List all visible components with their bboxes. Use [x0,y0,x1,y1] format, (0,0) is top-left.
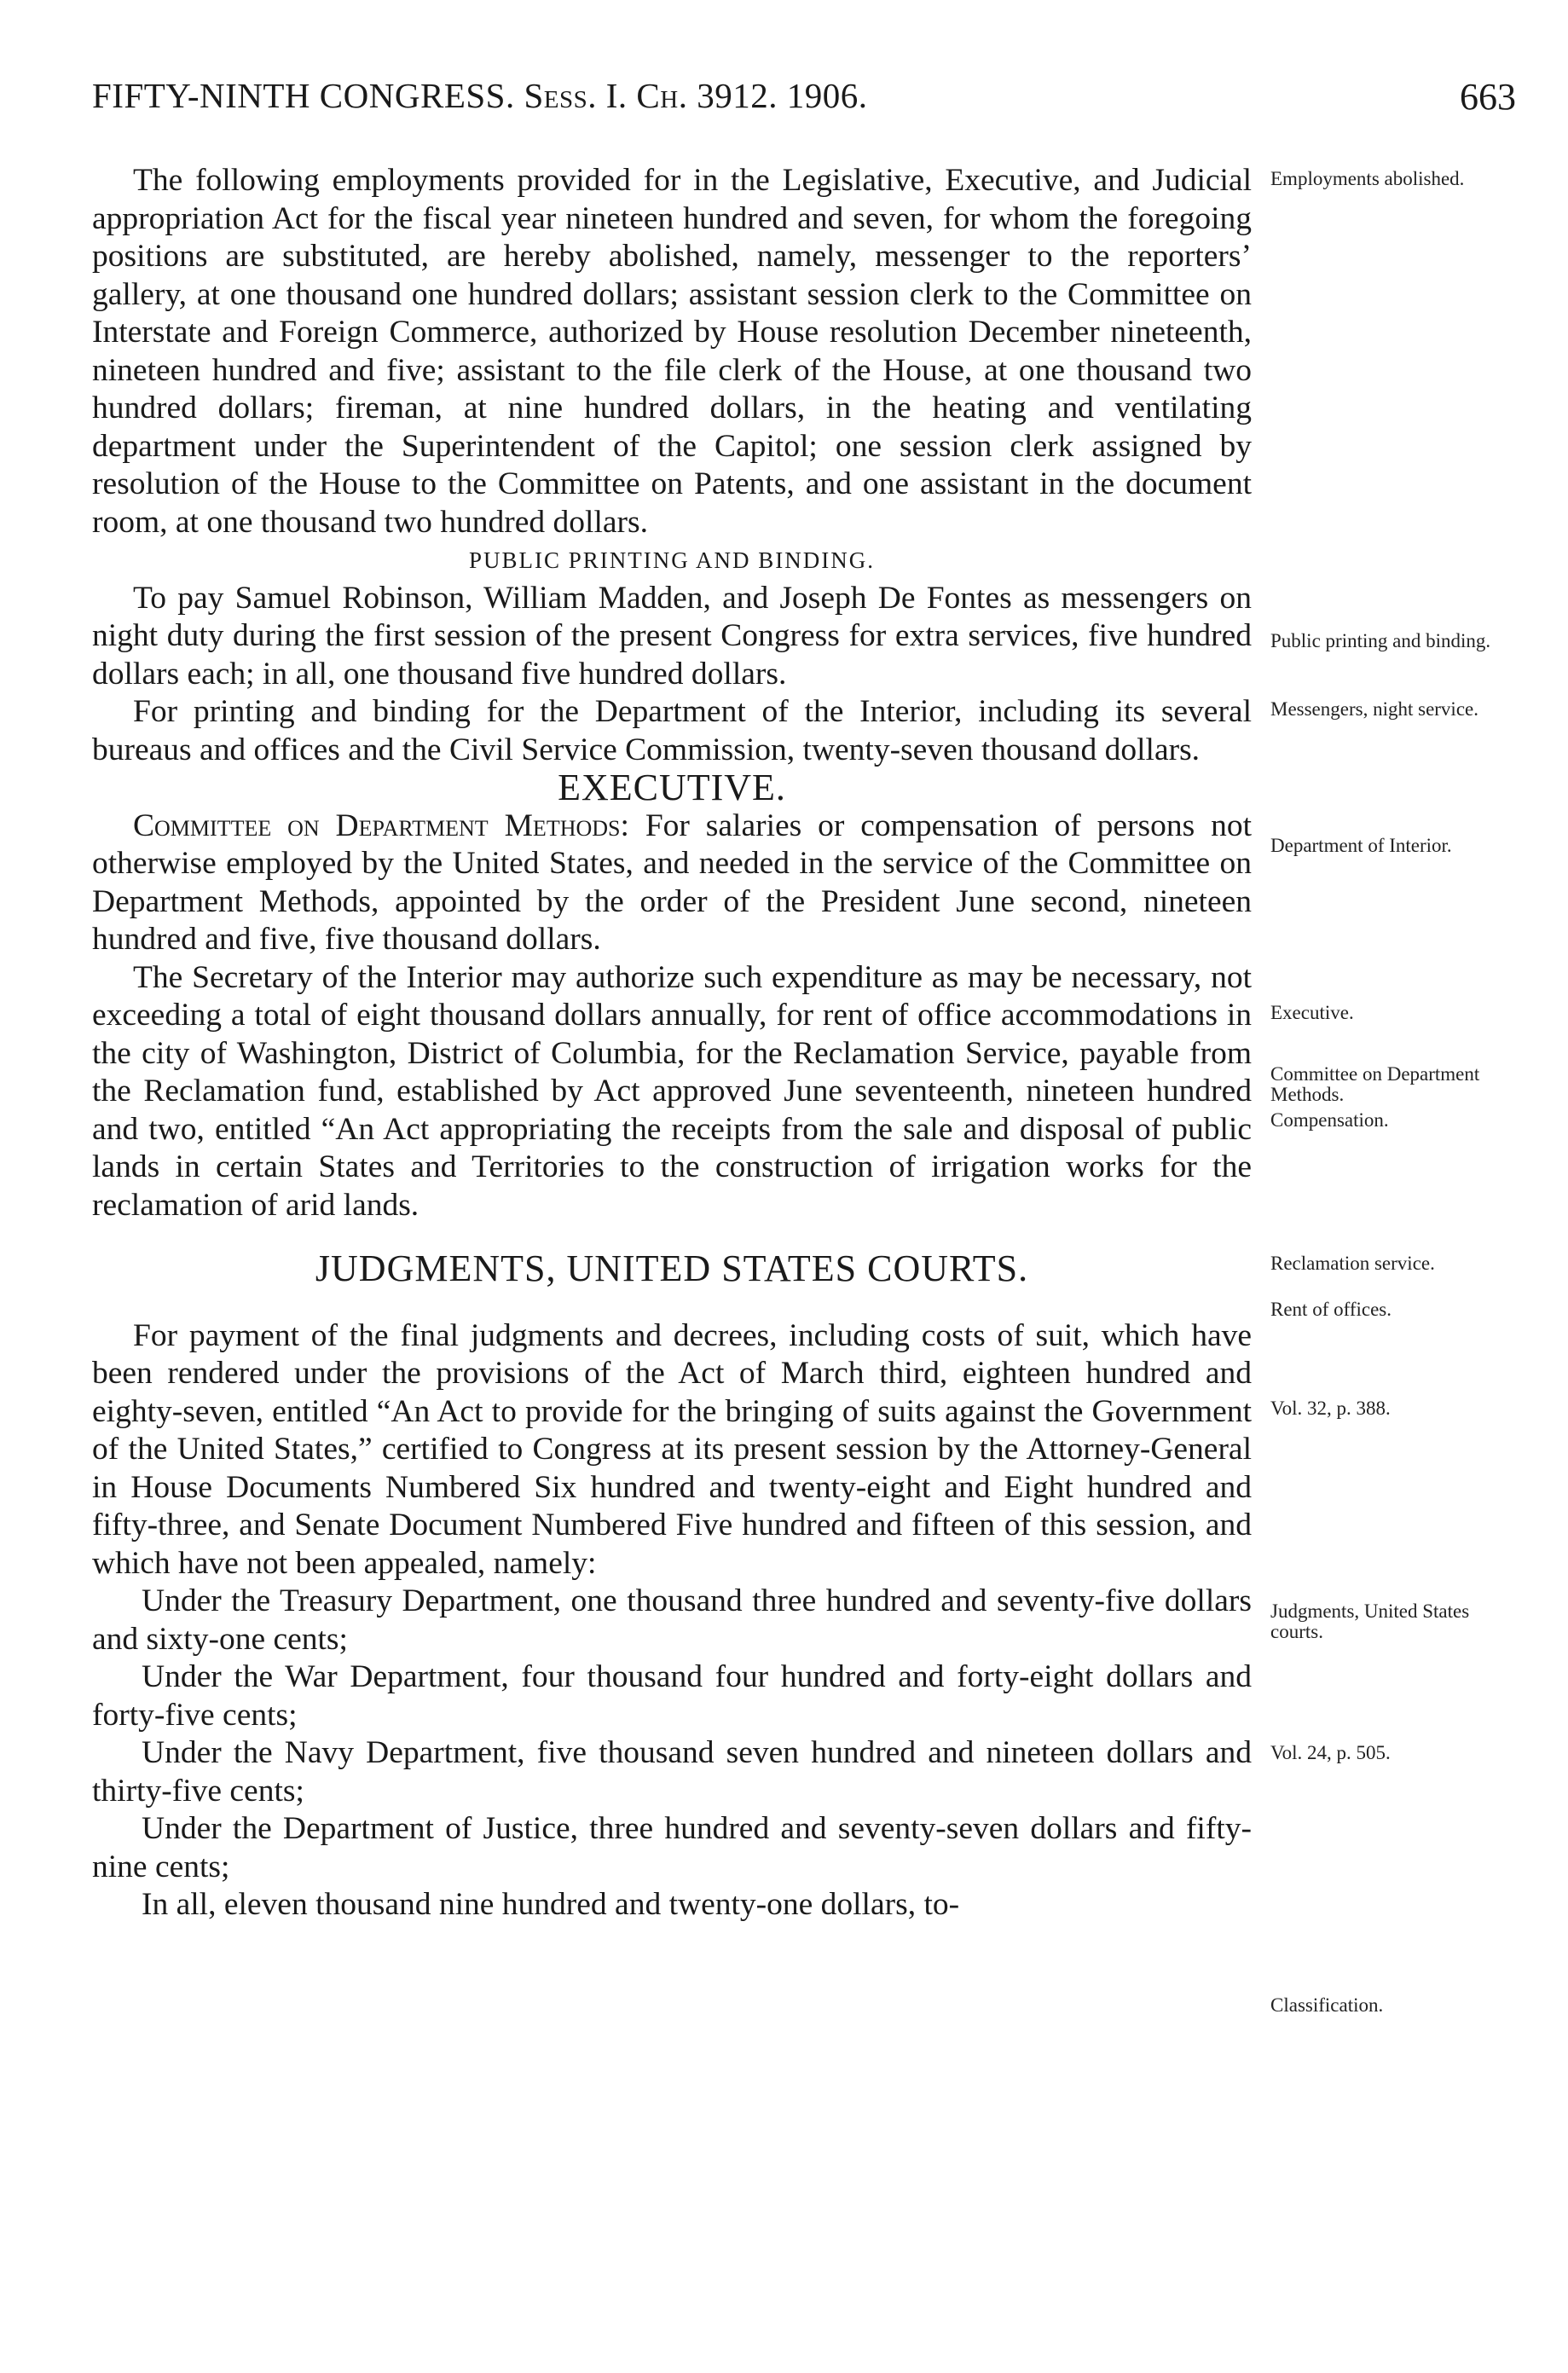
sidenote-compensation: Compensation. [1270,1109,1389,1131]
sidenote-judgments-courts: Judgments, United States courts. [1270,1600,1470,1642]
paragraph-committee-methods [92,807,1252,959]
heading-public-printing: PUBLIC PRINTING AND BINDING. [468,547,875,573]
sidenote-rent-offices: Rent of offices. [1270,1299,1392,1320]
paragraph-treasury: Under the Treasury Department, one thousand three hundred and seventy-five dollars and sixty-one cents; [92,1583,1252,1657]
committee-text: For salaries or compensation of persons not otherwise employed by the United States, and needed in the service of the Committee on Department Methods, appointed by the order of the President June second, nineteen hundred and five, five thousand dollars. [92,807,1252,957]
paragraph-messengers: To pay Samuel Robinson, William Madden, and Joseph De Fontes as messengers on night duty during the first session of the present Congress for extra services, five hundred dollars each; in all, one thousand five hundred dollars. [92,580,1252,692]
sidenote-classification: Classification. [1270,1994,1384,2016]
sidenote-employments-abolished: Employments abolished. [1270,168,1465,189]
heading-judgments: JUDGMENTS, UNITED STATES COURTS. [315,1247,1029,1289]
committee-lead-in: Committee on Department Methods: [133,807,629,843]
sidenote-vol-32: Vol. 32, p. 388. [1270,1398,1391,1419]
paragraph-interior-printing: For printing and binding for the Department of the Interior, including its several bureaus and offices and the Civil Service Commission, twenty-seven thousand dollars. [92,694,1252,767]
sidenote-reclamation-service: Reclamation service. [1270,1253,1435,1274]
sidenote-public-printing: Public printing and binding. [1270,630,1491,651]
sidenote-dept-interior: Department of Interior. [1270,835,1452,856]
paragraph-in-all: In all, eleven thousand nine hundred and twenty-one dollars, to- [142,1887,960,1922]
sidenote-executive: Executive. [1270,1002,1354,1023]
heading-executive: EXECUTIVE. [558,767,786,808]
running-title: FIFTY-NINTH CONGRESS. Sess. I. Ch. 3912. 1906. [92,76,868,115]
sidenote-vol-24: Vol. 24, p. 505. [1270,1742,1391,1763]
sidenote-committee-methods: Committee on Department Methods. [1270,1063,1480,1105]
paragraph-judgments: For payment of the final judgments and decrees, including costs of suit, which have been rendered under the provisions of the Act of March third, eighteen hundred and eighty-seven, entitled “An Act to provide for the bringing of suits against the Government of the United States,” certified to Congress at its present session by the Attorney-General in House Documents Numbered Six hundred and twenty-eight and Eight hundred and fifty-three, and Senate Document Numbered Five hundred and fifteen of this session, and which have not been appealed, namely: [92,1317,1252,1581]
paragraph-justice: Under the Department of Justice, three hundred and seventy-seven dollars and fifty-nine cents; [92,1811,1252,1884]
main-text-column [92,162,1252,1924]
paragraph-war: Under the War Department, four thousand four hundred and forty-eight dollars and forty-five cents; [92,1659,1252,1733]
page-number: 663 [1460,76,1516,118]
paragraph-reclamation: The Secretary of the Interior may authorize such expenditure as may be necessary, not exceeding a total of eight thousand dollars annually, for rent of office accommodations in the city of Washington, District of Columbia, for the Reclamation Service, payable from the Reclamation fund, established by Act approved June seventeenth, nineteen hundred and two, entitled “An Act appropriating the receipts from the sale and disposal of public lands in certain States and Territories to the construction of irrigation works for the reclamation of arid lands. [92,959,1252,1223]
sidenote-messengers-night: Messengers, night service. [1270,698,1478,720]
paragraph-navy: Under the Navy Department, five thousand seven hundred and nineteen dollars and thirty-five cents; [92,1735,1252,1809]
paragraph-employments-abolished: The following employments provided for in the Legislative, Executive, and Judicial appropriation Act for the fiscal year nineteen hundred and seven, for whom the foregoing positions are substituted, are hereby abolished, namely, messenger to the reporters’ gallery, at one thousand one hundred dollars; assistant session clerk to the Committee on Interstate and Foreign Commerce, authorized by House resolution December nineteenth, nineteen hundred and five; assistant to the file clerk of the House, at one thousand two hundred dollars; fireman, at nine hundred dollars, in the heating and ventilating department under the Superintendent of the Capitol; one session clerk assigned by resolution of the House to the Committee on Patents, and one assistant in the document room, at one thousand two hundred dollars. [92,163,1252,540]
running-head [92,75,1516,126]
